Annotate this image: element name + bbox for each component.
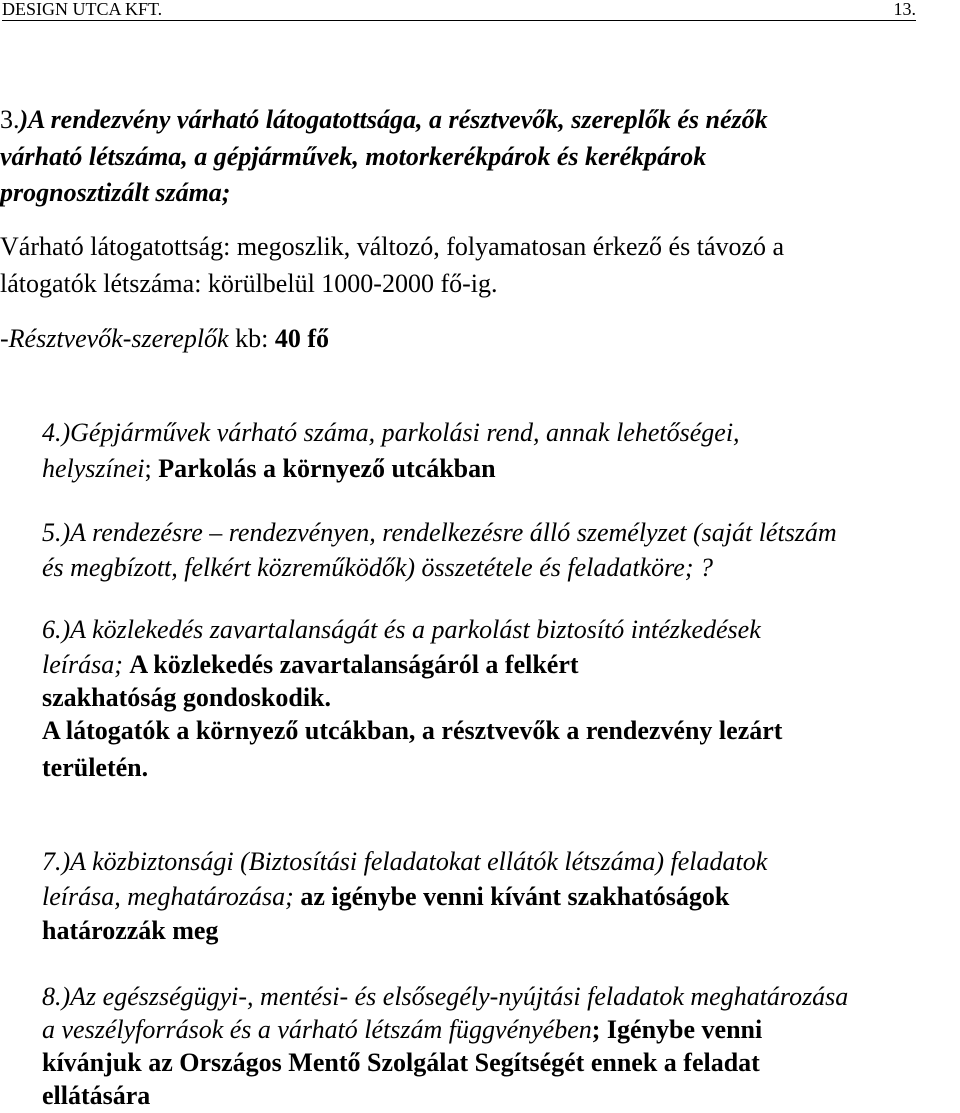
section-5-title-line-1: 5.)A rendezésre – rendezvényen, rendelkezésre álló személyzet (saját létszám (42, 518, 837, 547)
section-6-title-line-1: 6.)A közlekedés zavartalanságát és a parkolást biztosító intézkedések (42, 615, 761, 644)
section-8-answer-line-1: Igénybe venni (600, 1015, 763, 1044)
section-8-title-line-2: a veszélyforrások és a várható létszám függvényében; Igénybe venni (42, 1015, 763, 1044)
section-5-answer: ? (693, 553, 713, 582)
section-6-answer-line-2: szakhatóság gondoskodik. (42, 683, 331, 712)
section-3-title-line-2: várható létszáma, a gépjárművek, motorkerékpárok és kerékpárok (0, 142, 707, 171)
section-4-title-line-2: helyszínei; Parkolás a környező utcákban (42, 454, 496, 483)
section-6-answer-line-1: A közlekedés zavartalanságáról a felkért (129, 650, 579, 679)
participants-value: 40 fő (274, 324, 329, 353)
section-4-title-line-1: 4.)Gépjárművek várható száma, parkolási rend, annak lehetőségei, (42, 418, 740, 447)
section-8-title-line-1: 8.)Az egészségügyi-, mentési- és elsősegély-nyújtási feladatok meghatározása (42, 982, 849, 1011)
page-header (2, 0, 916, 21)
section-3-body-line-2: látogatók létszáma: körülbelül 1000-2000 fő-ig. (0, 269, 498, 298)
section-6-title-line-2: leírása; A közlekedés zavartalanságáról a felkért (42, 650, 579, 679)
section-6-answer-line-4: területén. (42, 753, 149, 782)
section-7-answer-line-1: az igénybe venni kívánt szakhatóságok (300, 882, 730, 911)
section-7-answer-line-2: határozzák meg (42, 916, 219, 945)
section-3-number: 3. (0, 105, 20, 134)
company-name: DESIGN UTCA KFT. (2, 0, 163, 19)
section-3-title-line-3: prognosztizált száma; (0, 178, 231, 207)
section-8-answer-line-2: kívánjuk az Országos Mentő Szolgálat Segítségét ennek a feladat (42, 1048, 760, 1077)
section-7-title-line-2: leírása, meghatározása; az igénybe venni kívánt szakhatóságok (42, 882, 730, 911)
section-7-title-line-1: 7.)A közbiztonsági (Biztosítási feladatokat ellátók létszáma) feladatok (42, 847, 768, 876)
section-5-title-line-2: és megbízott, felkért közreműködők) összetétele és feladatköre; ? (42, 553, 713, 582)
page-number: 13. (893, 0, 916, 19)
section-6-answer-line-3: A látogatók a környező utcákban, a résztvevők a rendezvény lezárt (42, 716, 783, 745)
section-8-answer-line-3: ellátására (42, 1081, 151, 1110)
section-3-body-line-1: Várható látogatottság: megoszlik, változó, folyamatosan érkező és távozó a (0, 232, 785, 261)
participants-line: -Résztvevők-szereplők kb: 40 fő (0, 324, 329, 353)
section-3-title-line-1: 3.)A rendezvény várható látogatottsága, a résztvevők, szereplők és nézők (0, 105, 768, 134)
section-4-answer: Parkolás a környező utcákban (158, 454, 496, 483)
participants-label: -Résztvevők-szereplők (0, 324, 229, 353)
